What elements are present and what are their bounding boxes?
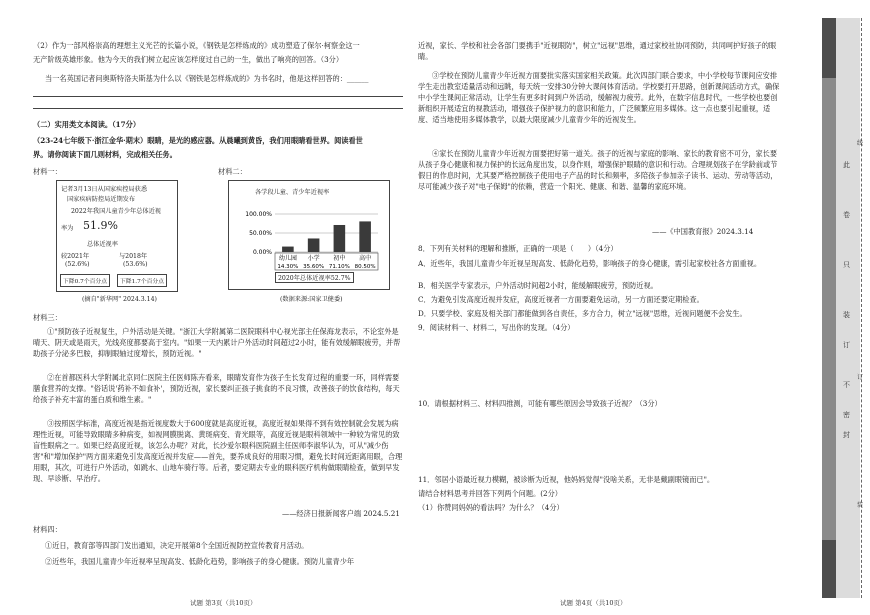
- fig1-box2: 下降1.7个百分点: [117, 274, 167, 287]
- question-11-line1: 11．邻居小语最近视力模糊，被诊断为近视，他妈妈觉得"没啥关系，无非是戴副眼镜而已"。: [418, 475, 715, 484]
- bar: [359, 221, 371, 252]
- m3-paragraph-1: ①"预防孩子近视复生，户外活动是关键。"浙江大学附属第二医院眼科中心视光部主任保海龙表示，不论室外是晴天、阴天或是雨天，光线亮度都要高于室内。"如果一天内累计户外活动时间超过2小时，能有效缓解眼疲劳，并帮助孩子分泌多巴胺，抑制眼轴过度增长，预防近视。": [33, 327, 401, 358]
- material2-label: 材料二：: [218, 167, 247, 176]
- question-10: 10．请根据材料三、材料四推测，可能有哪些原因会导致孩子近视？（3分）: [418, 399, 662, 408]
- question-11-1: （1）你赞同妈妈的看法吗？为什么？（4分）: [418, 503, 564, 512]
- binding-mark: 线: [857, 140, 864, 147]
- x-tick-label: 初中: [333, 255, 346, 262]
- binding-dashed-line: [861, 18, 862, 598]
- question-11-line2: 请结合材料思考并回答下列两个问题。(2分）: [418, 489, 562, 498]
- r-source: ——《中国教育报》2024.3.14: [652, 227, 754, 236]
- y-tick-label: 0.00%: [252, 249, 272, 256]
- binding-char: 卷: [843, 211, 850, 219]
- fig1-section: 总体近视率: [87, 241, 118, 248]
- q8-option-a: A．近些年，我国儿童青少年近视呈现高发、低龄化趋势，影响孩子的身心健康，需引起家校社各方面重视。: [418, 259, 762, 268]
- data-label: 80.50%: [354, 264, 376, 270]
- y-tick-label: 100.00%: [245, 211, 272, 218]
- answer-line: [33, 108, 403, 109]
- section-title: （二）实用类文本阅读。（17分）: [33, 120, 141, 129]
- fig1-y2021: 较2021年: [61, 253, 90, 260]
- binding-strip-dark: [822, 18, 836, 598]
- chart-note: 2020年总体近视率52.7%: [275, 272, 354, 283]
- fig1-caption: (摘自"新华网" 2024.3.14): [82, 296, 157, 303]
- right-page: [410, 0, 810, 615]
- binding-char: 装: [843, 311, 850, 319]
- x-tick-label: 高中: [359, 255, 372, 262]
- page-footer-right: 试题 第4页（共10页）: [560, 599, 627, 607]
- binding-strip-top: [822, 18, 836, 78]
- fig1-y2021-value: (52.6%): [65, 261, 90, 268]
- fig1-box1: 下降0.7个百分点: [60, 274, 110, 287]
- material3-label: 材料三：: [33, 313, 62, 322]
- intro-line1: （23-24七年级下·浙江金华·期末）眼睛，是光的感应器。从晨曦到黄昏，我们用眼睛看世界。阅读看世: [33, 136, 363, 145]
- fig2-caption: (数据来源:国家卫健委): [280, 296, 343, 303]
- material4-label: 材料四：: [33, 525, 62, 534]
- page-footer-left: 试题 第3页（共10页）: [190, 599, 257, 607]
- binding-char: 只: [843, 261, 850, 269]
- m4-paragraph-1: ①近日，教育部等四部门发出通知，决定开展第8个全国近视防控宣传教育月活动。: [45, 541, 309, 550]
- fig1-line4: 率为: [61, 225, 74, 232]
- binding-char: 密: [843, 411, 850, 419]
- data-label: 14.30%: [277, 264, 299, 270]
- binding-strip-bottom: [822, 540, 836, 598]
- x-tick-label: 小学: [307, 255, 320, 262]
- binding-char: 订: [843, 341, 850, 349]
- fig1-value: 51.9%: [83, 219, 118, 232]
- chart-title: 各学段儿童、青少年近视率: [255, 189, 330, 196]
- bar: [308, 238, 320, 252]
- binding-char: 不: [843, 381, 850, 389]
- bar: [334, 225, 346, 252]
- fig1-y2018-value: (53.6%): [123, 261, 148, 268]
- left-page: [0, 0, 410, 615]
- intro-line2: 界。请你阅读下面几则材料，完成相关任务。: [33, 150, 177, 159]
- q2-line3: 当一名英国记者问奥斯特洛夫斯基为什么以《钢铁是怎样炼成的》为书名时，他是这样回答的：______: [45, 74, 369, 83]
- q2-line1: （2）作为一部风格崇高的理想主义光芒的长篇小说，《钢铁是怎样炼成的》成功塑造了保尔·柯察金这一: [33, 41, 360, 50]
- fig1-line2: 国家疾病防控局近期发布: [67, 196, 136, 203]
- binding-mark: 订: [857, 374, 864, 381]
- q2-line2: 无产阶级英雄形象。他为今天的我们树立起应该怎样度过自己的一生，做出了响亮的回答。（3分）: [33, 55, 344, 64]
- fig1-line1: 记者3月13日从国家疾控局获悉: [61, 186, 148, 193]
- r-paragraph-1: 近视，家长、学校和社会各部门要携手"近视眼防"，树立"远视"思维，通过家校社协同预防，共同呵护好孩子的眼睛。: [418, 41, 777, 61]
- m3-source: ——经济日报新闻客户端 2024.5.21: [282, 509, 400, 518]
- bar: [282, 247, 294, 252]
- m3-paragraph-3: ③按照医学标准，高度近视是指近视度数大于600度就是高度近视，高度近视如果得不到有效控制就会发展为病理性近视，可能导致眼睛多种病变，如视网膜脱离、黄斑病变、青光眼等，高度近视是眼科领域中一种较为常见的致盲性眼病之一。如果已经高度近视，该怎么办呢？对此，长沙爱尔眼科医院副主任医师李淑华认为，可从"减少伤害"和"增加保护"两方面来避免引发高度近视并发症——首先，要养成良好的用眼习惯，避免长时间近距离用眼，合理用眼，其次，可进行户外活动，如跳水、山地车骑行等。后者，要定期去专业的眼科医疗机构做眼睛检查，做到早发现、早诊断、早治疗。: [33, 419, 403, 483]
- data-label: 35.60%: [303, 264, 325, 270]
- binding-char: 此: [843, 161, 850, 169]
- x-tick-label: 幼儿园: [278, 255, 297, 262]
- material1-label: 材料一：: [33, 167, 62, 176]
- q8-option-c: C．为避免引发高度近视并发症，高度近视者一方面要避免运动，另一方面还要定期检查。: [418, 295, 704, 304]
- figure-1: [56, 180, 178, 292]
- m3-paragraph-2: ②在首都医科大学附属北京同仁医院主任医师陈卉看来，眼睛发育作为孩子生长发育过程的重要一环，同样需要膳食营养的支撑。"俗话说'药补不如食补'，预防近视，家长要纠正孩子挑食的不良习惯，改善孩子的饮食结构，每天给孩子补充丰富的蛋白质和维生素。": [33, 373, 400, 404]
- fig1-y2018: 与2018年: [119, 253, 148, 260]
- q8-option-b: B．相关医学专家表示，户外活动时间超2小时，能缓解眼疲劳，预防近视。: [418, 281, 658, 290]
- m4-paragraph-2: ②近些年，我国儿童青少年近视率呈现高发、低龄化趋势，影响孩子的身心健康。预防儿童青少年: [45, 557, 355, 566]
- binding-mark: 装: [857, 502, 864, 509]
- data-label: 71.10%: [328, 264, 350, 270]
- question-8: 8．下列有关材料的理解和推断，正确的一项是（ ）（4分）: [418, 244, 618, 253]
- q8-option-d: D．只要学校、家庭及相关部门都能做到各自责任，多方合力，树立"远视"思维，近视问题便不会发生。: [418, 309, 747, 318]
- binding-char: 封: [843, 431, 850, 439]
- fig1-line3: 2022年我国儿童青少年总体近视: [71, 208, 161, 215]
- binding-strip-light: [836, 18, 860, 598]
- answer-line: [33, 96, 403, 97]
- y-tick-label: 50.00%: [249, 230, 272, 237]
- question-9: 9．阅读材料一、材料二，写出你的发现。（4分）: [418, 323, 575, 332]
- bar-chart: [233, 208, 383, 276]
- r-paragraph-3: ③学校在预防儿童青少年近视方面要批实落实国家相关政策。此次四部门联合要求，中小学校每节课间应安排学生走出教室适量活动和远眺，每天统一安排30分钟大课间体育活动。学校要打开思路，创新课间活动方式，确保中小学生课间正常活动，让学生有更多时间到户外活动，缓解视力疲劳。此外，在数字信息时代，一些学校也要创新组织开展适宜的视教活动，增强孩子保护视力的意识和能力，广泛频繁应用多媒体。这一点也要引起重视，适度、适当地使用多媒体教学，以最大限度减少儿童青少年的近视发生。: [418, 71, 780, 124]
- r-paragraph-4: ④家长在预防儿童青少年近视方面要把好第一道关。孩子的近视与家庭的影响、家长的教育密不可分，家长要从孩子身心健康和视力保护的长远角度出发，以身作则，增强保护眼睛的意识和行动。合理规划孩子在学龄前或节假日的作息时间，尤其要严格控制孩子使用电子产品的时长和频率，多陪孩子参加亲子读书、运动、劳动等活动，尽可能减少孩子对"电子保姆"的依赖，营造一个阳光、健康、和谐、温馨的家庭环境。: [418, 149, 778, 191]
